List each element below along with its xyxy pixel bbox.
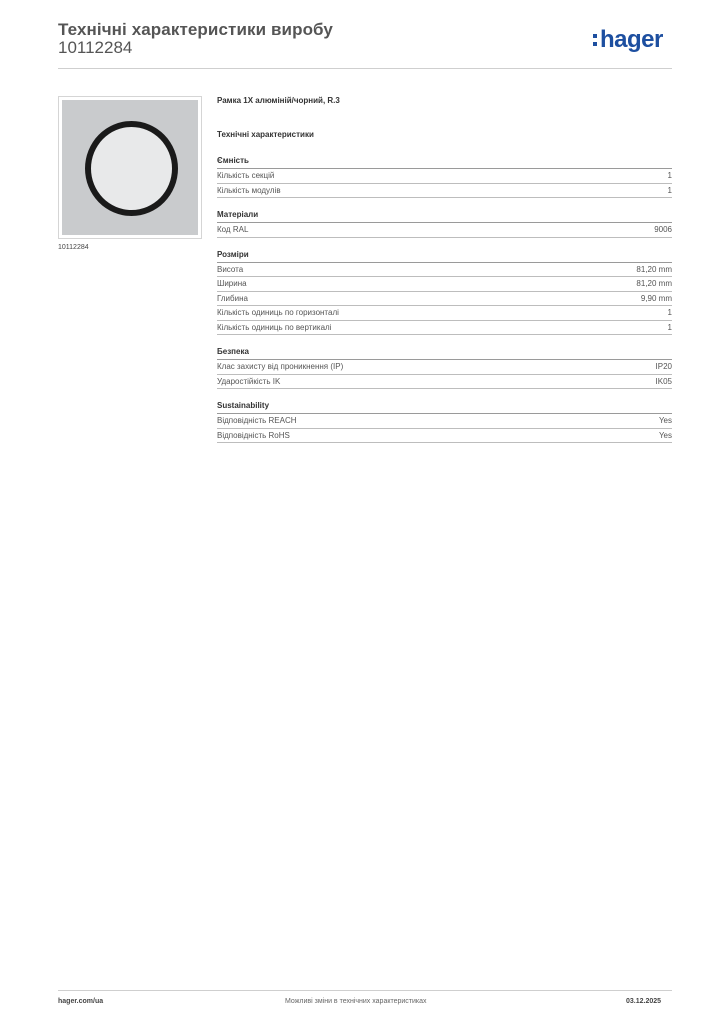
spec-row: [217, 184, 672, 199]
product-image-caption: 10112284: [58, 244, 89, 251]
header-divider: [58, 68, 672, 69]
spec-label: Кількість секцій: [217, 171, 275, 180]
spec-label: Висота: [217, 264, 244, 274]
section-title: Безпека: [217, 347, 672, 360]
spec-value: 81,20 mm: [636, 264, 672, 274]
spec-label: Відповідність REACH: [217, 416, 297, 425]
spec-row: [217, 360, 672, 375]
section-title: Матеріали: [217, 210, 672, 223]
logo-dots-icon: [593, 26, 598, 46]
spec-row: [217, 375, 672, 390]
frame-plate: [62, 100, 198, 235]
spec-section: [217, 401, 672, 443]
spec-label: Код RAL: [217, 225, 249, 234]
spec-label: Кількість модулів: [217, 185, 281, 195]
spec-label: Кількість одиниць по вертикалі: [217, 322, 332, 332]
spec-value: 81,20 mm: [636, 279, 672, 288]
spec-section: [217, 210, 672, 238]
logo-text: hager: [600, 26, 663, 53]
spec-section: [217, 347, 672, 389]
spec-value: 9006: [654, 225, 672, 234]
section-title: Ємність: [217, 156, 672, 169]
spec-value: 9,90 mm: [640, 293, 672, 303]
spec-label: Клас захисту від проникнення (IP): [217, 362, 344, 371]
spec-value: Yes: [658, 430, 672, 440]
spec-row: [217, 321, 672, 336]
footer-date: 03.12.2025: [626, 998, 662, 1005]
spec-label: Ширина: [217, 279, 247, 288]
spec-value: 1: [667, 322, 672, 332]
spec-section: [217, 156, 672, 198]
spec-label: Кількість одиниць по горизонталі: [217, 308, 339, 317]
spec-row: [217, 169, 672, 184]
spec-heading: Технічні характеристики: [217, 130, 314, 139]
product-image: [58, 96, 202, 239]
spec-content: [217, 96, 672, 455]
spec-sections: [217, 156, 672, 443]
spec-section: [217, 250, 672, 336]
spec-value: IK05: [655, 376, 672, 386]
spec-label: Ударостійкість IK: [217, 376, 281, 386]
product-name: Рамка 1X алюміній/чорний, R.3: [217, 96, 340, 105]
spec-label: Глибина: [217, 293, 248, 303]
section-title: Sustainability: [217, 401, 672, 414]
spec-row: [217, 292, 672, 307]
spec-label: Відповідність RoHS: [217, 430, 290, 440]
product-code: 10112284: [58, 38, 133, 57]
spec-row: [217, 306, 672, 321]
spec-value: 1: [667, 171, 672, 180]
footer-website: hager.com/ua: [58, 998, 104, 1005]
hager-logo: [593, 26, 663, 54]
spec-value: 1: [667, 185, 672, 195]
section-title: Розміри: [217, 250, 672, 263]
frame-ring: [85, 121, 178, 216]
spec-row: [217, 263, 672, 278]
spec-row: [217, 277, 672, 292]
spec-value: IP20: [655, 362, 672, 371]
spec-row: [217, 429, 672, 444]
spec-row: [217, 223, 672, 238]
spec-value: 1: [667, 308, 672, 317]
page-title: Технічні характеристики виробу: [58, 20, 333, 39]
spec-row: [217, 414, 672, 429]
footer-divider: [58, 990, 672, 991]
spec-value: Yes: [658, 416, 672, 425]
footer-notice: Можливі зміни в технічних характеристиках: [285, 998, 427, 1005]
